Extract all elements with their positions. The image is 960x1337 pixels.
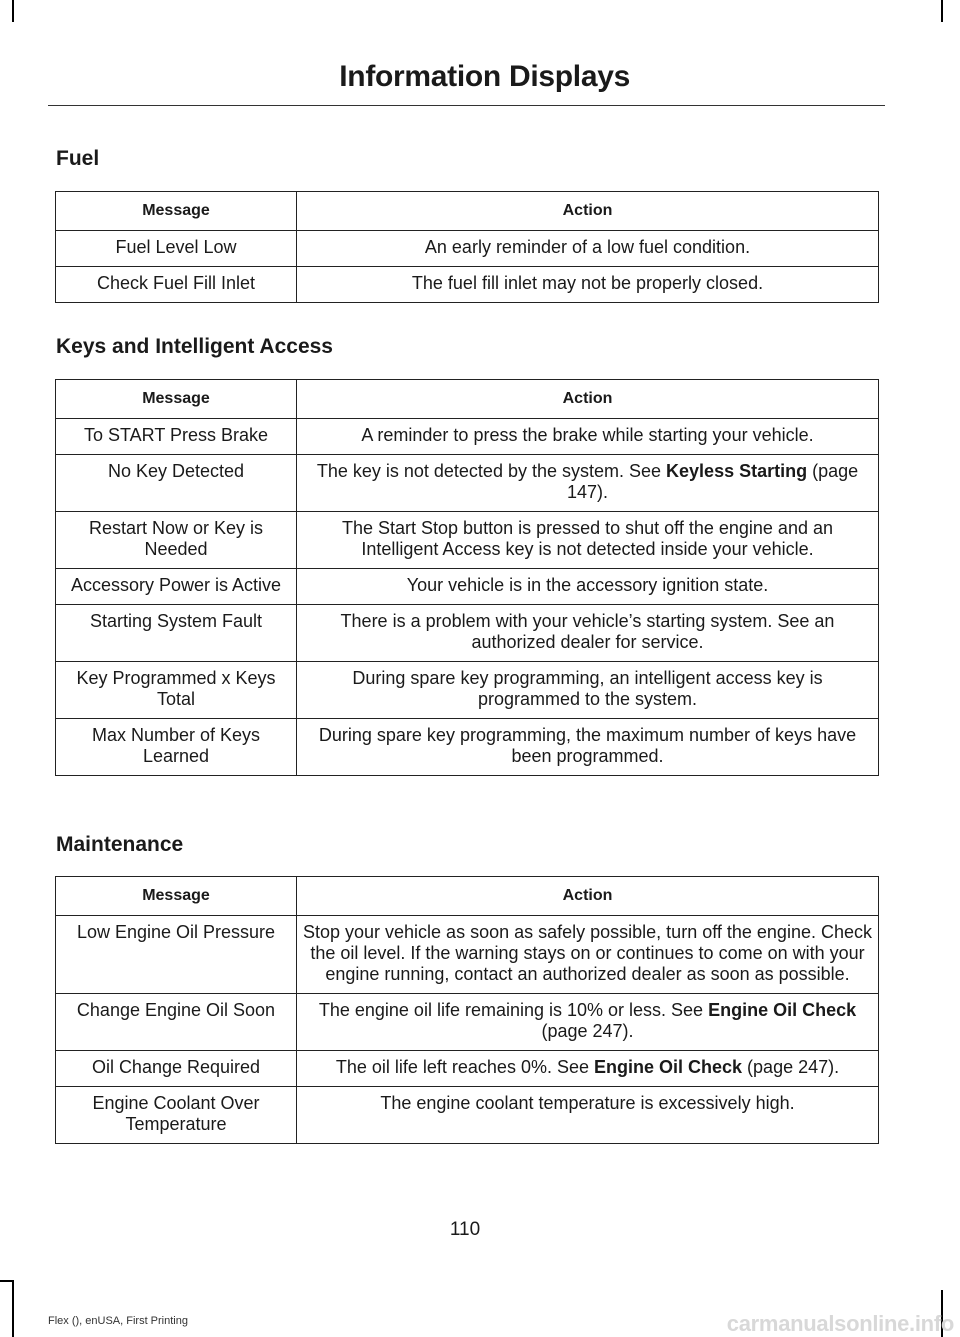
action-text: The engine oil life remaining is 10% or less. See [318,1000,709,1020]
message-cell: No Key Detected [56,455,297,512]
column-header-action: Action [297,192,879,231]
table-header-row [56,192,879,231]
table-row [56,231,879,267]
page-number: 110 [449,1219,481,1240]
section-heading-keys: Keys and Intelligent Access [56,335,333,358]
action-cell: There is a problem with your vehicle’s starting system. See an authorized dealer for service. [297,605,879,662]
action-cell: Stop your vehicle as soon as safely possible, turn off the engine. Check the oil level. If the warning stays on or continues to come on with your engine running, contact an authorized dealer as soon as possible. [297,916,879,994]
action-cell: The Start Stop button is pressed to shut off the engine and an Intelligent Access key is not detected inside your vehicle. [297,512,879,569]
table-header-row [56,380,879,419]
watermark-text: carmanualsonline.info [726,1311,954,1336]
section-heading-maintenance: Maintenance [56,833,184,856]
cross-reference-link[interactable]: Engine Oil Check [594,1057,743,1077]
section-heading-fuel: Fuel [56,147,100,170]
cross-reference-link[interactable]: Engine Oil Check [708,1000,857,1020]
action-text: The oil life left reaches 0%. See [335,1057,594,1077]
message-cell: Change Engine Oil Soon [56,994,297,1051]
column-header-action: Action [297,877,879,916]
crop-mark-top-right [941,0,943,22]
message-cell: Fuel Level Low [56,231,297,267]
message-cell: Check Fuel Fill Inlet [56,267,297,303]
cross-reference-link[interactable]: Keyless Starting [666,461,808,481]
column-header-message: Message [56,380,297,419]
table-row [56,662,879,719]
message-cell: Oil Change Required [56,1051,297,1087]
message-cell: Engine Coolant Over Temperature [56,1087,297,1144]
header-divider [48,105,885,106]
table-row [56,512,879,569]
page-title: Information Displays [339,60,630,93]
message-cell: Max Number of Keys Learned [56,719,297,776]
action-cell [297,455,879,512]
message-cell: To START Press Brake [56,419,297,455]
action-cell: During spare key programming, an intelligent access key is programmed to the system. [297,662,879,719]
action-cell: The engine coolant temperature is excessively high. [297,1087,879,1144]
action-text: The key is not detected by the system. See [316,461,667,481]
table-row [56,569,879,605]
crop-mark-left-horizontal [0,1280,13,1282]
action-cell [297,994,879,1051]
table-row [56,605,879,662]
message-cell: Low Engine Oil Pressure [56,916,297,994]
table-row [56,994,879,1051]
page-reference: (page 247). [742,1057,840,1077]
keys-message-table [55,379,879,776]
page-reference: (page 147). [566,461,859,502]
action-cell: During spare key programming, the maximum number of keys have been programmed. [297,719,879,776]
action-cell: Your vehicle is in the accessory ignition state. [297,569,879,605]
table-row [56,455,879,512]
maintenance-message-table [55,876,879,1144]
column-header-message: Message [56,877,297,916]
message-cell: Starting System Fault [56,605,297,662]
table-row [56,916,879,994]
table-row [56,719,879,776]
crop-mark-top-left [12,0,14,22]
table-row [56,1087,879,1144]
message-cell: Restart Now or Key is Needed [56,512,297,569]
action-cell [297,1051,879,1087]
column-header-message: Message [56,192,297,231]
table-row [56,1051,879,1087]
message-cell: Accessory Power is Active [56,569,297,605]
column-header-action: Action [297,380,879,419]
message-cell: Key Programmed x Keys Total [56,662,297,719]
action-cell: An early reminder of a low fuel condition. [297,231,879,267]
table-row [56,267,879,303]
table-header-row [56,877,879,916]
printing-note: Flex (), enUSA, First Printing [48,1315,188,1327]
crop-mark-left-vertical [12,1280,14,1337]
page-reference: (page 247). [541,1021,634,1041]
fuel-message-table [55,191,879,303]
action-cell: A reminder to press the brake while starting your vehicle. [297,419,879,455]
table-row [56,419,879,455]
action-cell: The fuel fill inlet may not be properly closed. [297,267,879,303]
